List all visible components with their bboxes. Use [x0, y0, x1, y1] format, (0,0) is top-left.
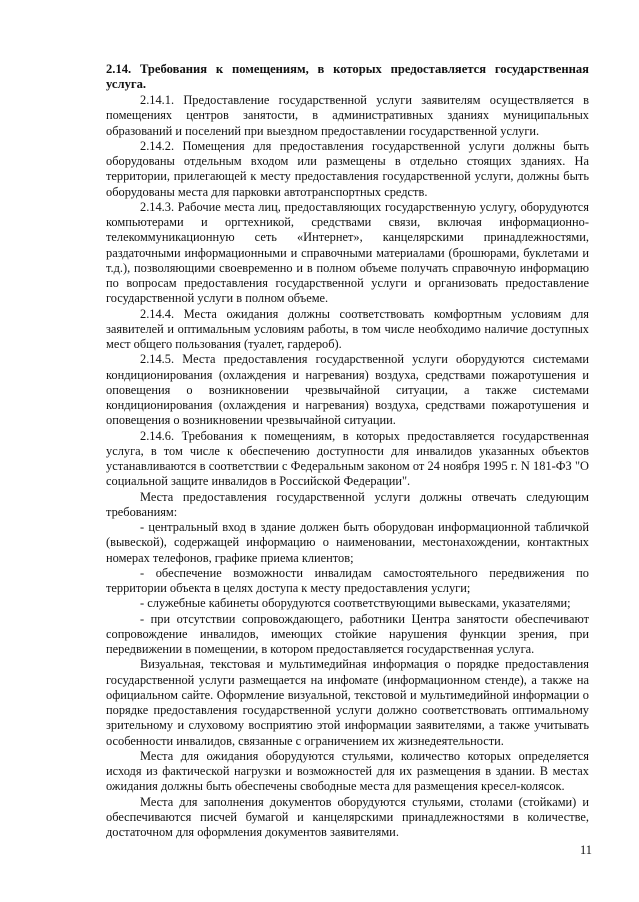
- requirement-item: - обеспечение возможности инвалидам самостоятельного передвижения по территории объекта в целях доступа к месту предоставления услуги;: [106, 565, 589, 595]
- paragraph-2-14-5: 2.14.5. Места предоставления государственной услуги оборудуются системами кондиционирования (охлаждения и нагревания) воздуха, средствами пожаротушения и оповещения о возникновении чрезвычайной ситуации, а также системами кондиционирования (охлаждения и нагревания) воздуха, средствами пожаротушения и оповещения о возникновении чрезвычайной ситуации.: [106, 352, 589, 428]
- requirement-item: - центральный вход в здание должен быть оборудован информационной табличкой (вывеской), содержащей информацию о наименовании, местонахождении, контактных номерах телефонов, графике приема клиентов;: [106, 520, 589, 565]
- requirements-intro: Места предоставления государственной услуги должны отвечать следующим требованиям:: [106, 489, 589, 519]
- paragraph-2-14-4: 2.14.4. Места ожидания должны соответствовать комфортным условиям для заявителей и оптимальным условиям работы, в том числе необходимо наличие доступных мест общего пользования (туалет, гардероб).: [106, 306, 589, 351]
- paragraph-2-14-3: 2.14.3. Рабочие места лиц, предоставляющих государственную услугу, оборудуются компьютерами и оргтехникой, средствами связи, включая информационно-телекоммуникационную сеть «Интернет», канцелярскими принадлежностями, раздаточными информационными и справочными материалами (брошюрами, буклетами и т.д.), позволяющими своевременно и в полном объеме получать справочную информацию по вопросам предоставления государственной услуги и организовать предоставление государственной услуги в полном объеме.: [106, 199, 589, 306]
- requirement-item: - при отсутствии сопровождающего, работники Центра занятости обеспечивают сопровождение инвалидов, имеющих стойкие нарушения функции зрения, при передвижении в помещении, в котором предоставляется государственная услуга.: [106, 611, 589, 656]
- paragraph-2-14-2: 2.14.2. Помещения для предоставления государственной услуги должны быть оборудованы отдельным входом или размещены в отдельно стоящих зданиях. На территории, прилегающей к месту предоставления государственной услуги, должны быть оборудованы места для парковки автотранспортных средств.: [106, 138, 589, 199]
- page-number: 11: [580, 843, 592, 857]
- requirement-item: - служебные кабинеты оборудуются соответствующими вывесками, указателями;: [140, 596, 571, 611]
- paragraph-document-areas: Места для заполнения документов оборудуются стульями, столами (стойками) и обеспечиваются писчей бумагой и канцелярскими принадлежностями в количестве, достаточном для оформления документов заявителями.: [106, 794, 589, 839]
- paragraph-2-14-6: 2.14.6. Требования к помещениям, в которых предоставляется государственная услуга, в том числе к обеспечению доступности для инвалидов указанных объектов устанавливаются в соответствии с Федеральным законом от 24 ноября 1995 г. N 181-ФЗ "О социальной защите инвалидов в Российской Федерации".: [106, 428, 589, 489]
- paragraph-waiting-areas: Места для ожидания оборудуются стульями, количество которых определяется исходя из фактической нагрузки и возможностей для их размещения в здании. В местах ожидания должны быть обеспечены свободные места для размещения кресел-колясок.: [106, 748, 589, 794]
- section-heading: 2.14. Требования к помещениям, в которых предоставляется государственная услуга.: [106, 62, 589, 91]
- paragraph-2-14-1: 2.14.1. Предоставление государственной услуги заявителям осуществляется в помещениях центров занятости, в административных зданиях муниципальных образований и поселений при выездном предоставлении государственной услуги.: [106, 93, 589, 138]
- paragraph-visual-info: Визуальная, текстовая и мультимедийная информация о порядке предоставления государственной услуги размещается на инфомате (информационном стенде), а также на официальном сайте. Оформление визуальной, текстовой и мультимедийной информации о порядке предоставления государственной услуги должно соответствовать оптимальному зрительному и слуховому восприятию этой информации заявителями, а также учитывать особенности инвалидов, связанные с ограничением их жизнедеятельности.: [106, 657, 589, 748]
